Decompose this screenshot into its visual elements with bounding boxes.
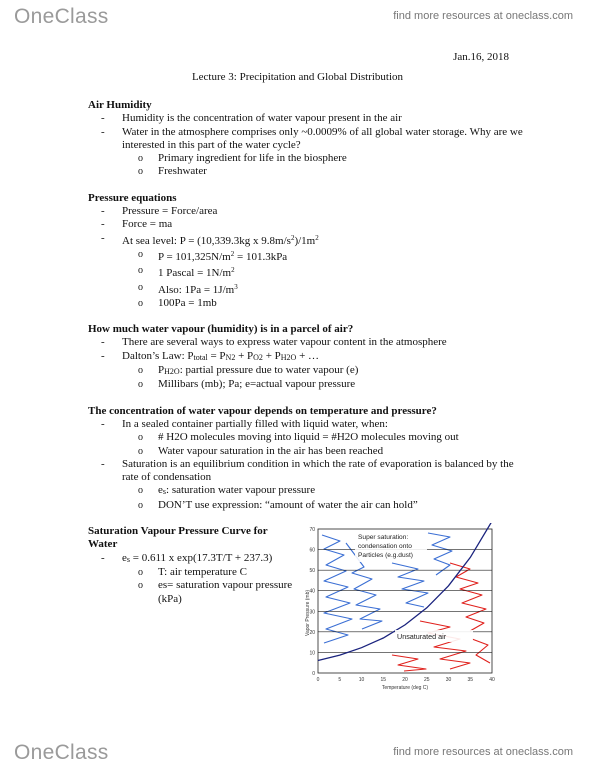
bullet: - Dalton’s Law: Ptotal = PN2 + PO2 + PH2O + … (88, 350, 528, 364)
bullet: - Pressure = Force/area (88, 205, 528, 218)
y-tick-label: 60 (309, 547, 315, 554)
sub-bullet: o es= saturation vapour pressure (kPa) (88, 579, 298, 606)
bullet: - Saturation is an equilibrium condition in which the rate of evaporation is balanced by the rate of condensation (88, 458, 528, 485)
region-scribble (472, 639, 490, 663)
bullet: - Force = ma (88, 218, 528, 231)
bullet: - Water in the atmosphere comprises only ~0.0009% of all global water storage. Why are we interested in this part of the water cycle? (88, 126, 528, 153)
sub-bullet: o Millibars (mb); Pa; e=actual vapour pressure (88, 378, 528, 391)
bullet: - There are several ways to express water vapour content in the atmosphere (88, 336, 528, 349)
section-heading: Air Humidity (88, 99, 152, 111)
region-scribble (428, 533, 452, 575)
section-heading: How much water vapour (humidity) is in a parcel of air? (88, 323, 354, 336)
y-tick-label: 30 (309, 609, 315, 616)
page-footer (0, 736, 595, 770)
x-tick-label: 5 (338, 677, 342, 683)
bullet: - Humidity is the concentration of water vapour present in the air (88, 112, 528, 125)
document-date: Jan.16, 2018 (453, 51, 509, 63)
y-axis-label: Vapor Pressure (mb) (305, 589, 311, 637)
y-tick-label: 0 (312, 671, 315, 677)
y-tick-label: 70 (309, 527, 315, 533)
lecture-title: Lecture 3: Precipitation and Global Distribution (191, 71, 404, 83)
y-tick-label: 20 (309, 629, 315, 636)
x-tick-label: 35 (467, 677, 474, 683)
supersaturation-label: Super saturation: condensation onto Particles (e.g.dust) (358, 534, 413, 559)
sub-bullet: o es: saturation water vapour pressure (88, 484, 528, 498)
sub-bullet: o Primary ingredient for life in the biosphere (88, 152, 528, 165)
x-tick-label: 25 (423, 677, 430, 683)
section-heading: The concentration of water vapour depends on temperature and pressure? (88, 404, 437, 417)
sub-bullet: o Also: $1Pa = 1J/m^3$ (88, 281, 528, 297)
x-tick-label: 20 (402, 677, 408, 683)
y-tick-label: 40 (309, 588, 315, 595)
region-scribble (450, 563, 486, 631)
section-heading: Pressure equations (88, 191, 177, 204)
section-heading: Saturation Vapour Pressure Curve for Water (88, 525, 268, 551)
oneclass-logo-footer[interactable]: OneClass (14, 741, 109, 764)
unsaturated-region (392, 563, 490, 671)
x-tick-label: 40 (489, 677, 495, 683)
bullet: - es = 0.611 x exp(17.3T/T + 237.3) (88, 552, 298, 566)
y-tick-label: 50 (309, 568, 315, 575)
x-axis-label: Temperature (deg C) (381, 685, 429, 691)
sub-bullet: o T: air temperature C (88, 566, 298, 579)
oneclass-logo[interactable]: OneClass (14, 5, 109, 28)
bullet: - At sea level: P = (10,339.3kg x $9.8m/s^2)/1m^2$ (88, 232, 528, 248)
page-header (0, 0, 595, 34)
unsaturated-label: Unsaturated air (397, 632, 447, 641)
sub-bullet: o Water vapour saturation in the air has been reached (88, 445, 528, 458)
sub-bullet: o PH2O: partial pressure due to water vapour (e) (88, 364, 528, 378)
region-scribble (392, 563, 428, 607)
saturation-section (88, 525, 298, 606)
region-scribble (322, 535, 352, 643)
sub-bullet: o DON’T use expression: “amount of water the air can hold” (88, 499, 528, 512)
x-tick-label: 30 (445, 677, 452, 683)
x-tick-label: 0 (316, 677, 320, 683)
y-tick-label: 10 (309, 650, 315, 657)
x-tick-label: 10 (358, 677, 365, 683)
x-tick-label: 15 (380, 677, 387, 683)
resources-link-footer[interactable]: find more resources at oneclass.com (393, 746, 573, 758)
resources-link[interactable]: find more resources at oneclass.com (393, 10, 573, 22)
sub-bullet: o 100Pa = 1mb (88, 297, 528, 310)
sub-bullet: o 1 Pascal = $1N/m^2$ (88, 264, 528, 280)
region-scribble (392, 655, 426, 671)
sub-bullet: o $P = 101,325N/m^2 = 101.3kPa$ (88, 248, 528, 264)
sub-bullet: o Freshwater (88, 165, 528, 178)
bullet: - In a sealed container partially filled with liquid water, when: (88, 418, 528, 431)
vapour-pressure-chart (300, 523, 500, 693)
region-scribble (420, 621, 470, 669)
sub-bullet: o # H2O molecules moving into liquid = #H2O molecules moving out (88, 431, 528, 444)
